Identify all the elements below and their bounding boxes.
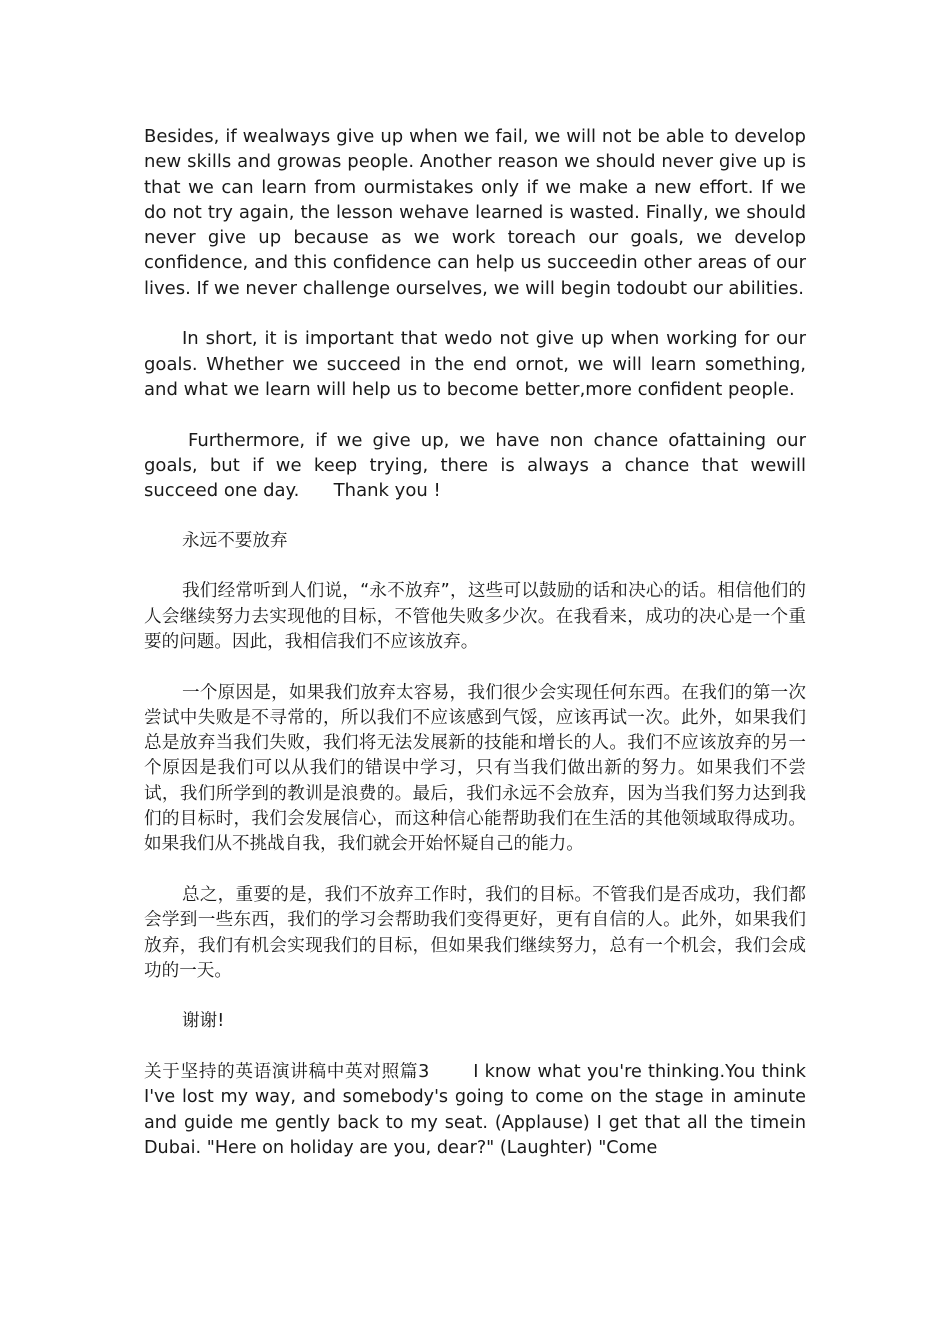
document-page: [144, 124, 806, 1161]
paragraph-besides: Besides, if wealways give up when we fail, we will not be able to develop new skills and growas people. Another reason we should never give up is that we can learn from ourmistakes only if we make a new effort. If we do not try again, the lesson wehave learned is wasted. Finally, we should never give up because as we work toreach our goals, we develop confidence, and this confidence can help us succeedin other areas of our lives. If we never challenge ourselves, we will begin todoubt our abilities.: [144, 126, 806, 299]
paragraph-cn-conclusion: 总之，重要的是，我们不放弃工作时，我们的目标。不管我们是否成功，我们都会学到一些东西，我们的学习会帮助我们变得更好，更有自信的人。此外，如果我们放弃，我们有机会实现我们的目标，但如果我们继续努力，总有一个机会，我们会成功的一天。: [144, 884, 806, 981]
paragraph-part3-start: 关于坚持的英语演讲稿中英对照篇3 I know what you're thinking.You think I've lost my way, and somebody's going to come on the stage in aminute and guide me gently back to my seat. (Applause) I get that all the timein Dubai. "Here on holiday are you, dear?" (Laughter) "Come: [144, 1061, 806, 1158]
paragraph-in-short: In short, it is important that wedo not give up when working for our goals. Whether we succeed in the end ornot, we will learn something, and what we learn will help us to become better,more confident people.: [144, 328, 806, 400]
paragraph-cn-thanks: 谢谢!: [182, 1011, 225, 1032]
paragraph-furthermore: Furthermore, if we give up, we have non chance ofattaining our goals, but if we keep trying, there is always a chance that wewill succeed one day. Thank you !: [144, 429, 806, 502]
paragraph-cn-intro: 我们经常听到人们说，“永不放弃”，这些可以鼓励的话和决心的话。相信他们的人会继续努力去实现他的目标，不管他失败多少次。在我看来，成功的决心是一个重要的问题。因此，我相信我们不应该放弃。: [144, 581, 806, 652]
section-heading-never-give-up: 永远不要放弃: [182, 530, 288, 551]
paragraph-cn-reasons: 一个原因是，如果我们放弃太容易，我们很少会实现任何东西。在我们的第一次尝试中失败是不寻常的，所以我们不应该感到气馁，应该再试一次。此外，如果我们总是放弃当我们失败，我们将无法发展新的技能和增长的人。我们不应该放弃的另一个原因是我们可以从我们的错误中学习，只有当我们做出新的努力。如果我们不尝试，我们所学到的教训是浪费的。最后，我们永远不会放弃，因为当我们努力达到我们的目标时，我们会发展信心，而这种信心能帮助我们在生活的其他领域取得成功。如果我们从不挑战自我，我们就会开始怀疑自己的能力。: [144, 682, 806, 855]
